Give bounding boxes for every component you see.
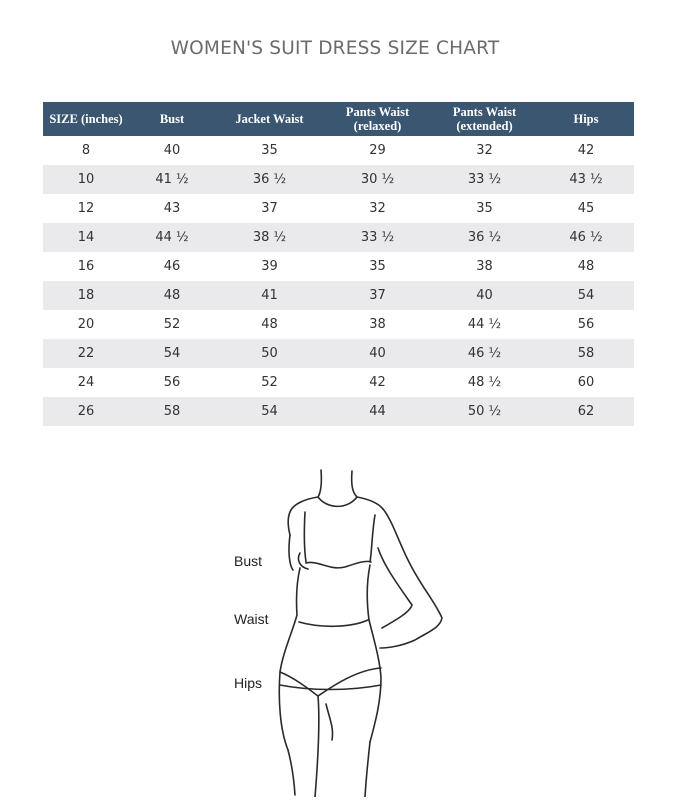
jacket-waist-cell: 52: [261, 375, 278, 390]
column-header-text: Hips: [573, 112, 599, 126]
size-cell: 8: [81, 143, 91, 158]
table-row: [43, 194, 634, 223]
pants-waist-extended-cell: 44 ½: [467, 317, 502, 332]
bust-cell: 54: [129, 339, 215, 368]
right-leg: [365, 742, 370, 797]
jacket-waist-cell: 38 ½: [215, 223, 324, 252]
hips-header: [538, 102, 634, 136]
jacket-waist-cell: 50: [215, 339, 324, 368]
pants-waist-extended-cell: 48 ½: [467, 375, 502, 390]
bust-cell: 46: [163, 259, 181, 274]
inner-leg-left: [315, 696, 319, 797]
size-cell: 16: [77, 259, 95, 274]
column-header-text: Pants Waist: [345, 105, 410, 119]
table-body: [43, 136, 634, 426]
pants-waist-relaxed-cell: 35: [369, 259, 386, 274]
right-armhole: [370, 515, 375, 562]
right-arm-inner: [378, 548, 412, 628]
table-row: [43, 310, 634, 339]
bust-header: [129, 102, 215, 136]
table-header-row: [43, 102, 634, 136]
column-header-text: (relaxed): [353, 119, 402, 133]
bust-cell: 43: [163, 201, 181, 216]
bust-cell: 48: [129, 281, 215, 310]
bust-cell: 40: [163, 143, 181, 158]
column-header-text: SIZE (inches): [49, 112, 123, 126]
hips-cell: 43 ½: [538, 165, 634, 194]
body-measurement-figure: [232, 462, 462, 797]
hips-cell: 48: [577, 259, 595, 274]
bust-label: Bust: [234, 553, 263, 569]
pants-waist-relaxed-cell: 29: [369, 143, 386, 158]
hips-cell: 54: [538, 281, 634, 310]
hips-label: Hips: [234, 675, 263, 691]
pants-waist-relaxed-cell: 37: [324, 281, 431, 310]
bust-cell: 41 ½: [129, 165, 215, 194]
table-row: [43, 339, 634, 368]
jacket-waist-cell: 41: [215, 281, 324, 310]
neck-outline: [318, 470, 321, 497]
jacket-waist-header: [215, 102, 324, 136]
hips-cell: 60: [577, 375, 595, 390]
jacket-waist-cell: 39: [261, 259, 278, 274]
left-shoulder: [288, 497, 318, 535]
left-armhole: [304, 512, 306, 562]
size-cell: 18: [43, 281, 129, 310]
left-torso-side: [279, 568, 300, 750]
bust-cell: 58: [129, 397, 215, 426]
size-cell: 20: [77, 317, 95, 332]
size-cell: 14: [43, 223, 129, 252]
table-row: [43, 281, 634, 310]
hips-cell: 62: [538, 397, 634, 426]
pants-waist-extended-cell: 50 ½: [431, 397, 538, 426]
hips-cell: 45: [577, 201, 595, 216]
pants-waist-extended-header: [431, 102, 538, 136]
table-row: [43, 368, 634, 397]
pants-waist-extended-cell: 33 ½: [431, 165, 538, 194]
table-row: [43, 165, 634, 194]
pants-waist-relaxed-cell: 30 ½: [324, 165, 431, 194]
right-arm-outer: [380, 509, 442, 648]
pants-waist-relaxed-cell: 42: [369, 375, 386, 390]
left-arm-outline: [289, 535, 293, 570]
pants-waist-relaxed-header: [324, 102, 431, 136]
bust-cell: 52: [163, 317, 181, 332]
hips-cell: 46 ½: [538, 223, 634, 252]
pants-waist-extended-cell: 40: [431, 281, 538, 310]
column-header-text: Jacket Waist: [235, 112, 304, 126]
inner-leg-right: [326, 704, 333, 740]
pants-waist-extended-cell: 36 ½: [431, 223, 538, 252]
neckline: [318, 497, 357, 506]
right-torso-side: [367, 565, 381, 742]
briefs-outline: [280, 668, 381, 696]
jacket-waist-cell: 35: [261, 143, 278, 158]
bust-cell: 56: [163, 375, 181, 390]
right-shoulder: [357, 497, 383, 509]
table-row: [43, 252, 634, 281]
pants-waist-relaxed-cell: 44: [324, 397, 431, 426]
size-cell: 24: [77, 375, 95, 390]
column-header-text: Bust: [159, 112, 185, 126]
size-cell: 26: [43, 397, 129, 426]
size-cell: 12: [77, 201, 95, 216]
jacket-waist-cell: 36 ½: [215, 165, 324, 194]
hips-cell: 42: [577, 143, 595, 158]
pants-waist-relaxed-cell: 33 ½: [324, 223, 431, 252]
hips-cell: 58: [538, 339, 634, 368]
jacket-waist-cell: 37: [261, 201, 278, 216]
waist-label: Waist: [234, 611, 269, 627]
jacket-waist-cell: 54: [215, 397, 324, 426]
size-cell: 22: [43, 339, 129, 368]
size-cell: 10: [43, 165, 129, 194]
pants-waist-relaxed-cell: 32: [369, 201, 386, 216]
page-title: WOMEN'S SUIT DRESS SIZE CHART: [170, 38, 500, 59]
neck-outline-right: [352, 471, 357, 497]
size-chart-table: [43, 102, 634, 426]
left-leg: [288, 750, 295, 795]
pants-waist-extended-cell: 32: [476, 143, 493, 158]
size-header: [43, 102, 129, 136]
jacket-waist-cell: 48: [261, 317, 278, 332]
hips-cell: 56: [577, 317, 595, 332]
pants-waist-relaxed-cell: 38: [369, 317, 386, 332]
bust-cell: 44 ½: [129, 223, 215, 252]
waist-line: [299, 620, 368, 626]
table-row: [43, 397, 634, 426]
table-row: [43, 223, 634, 252]
table-row: [43, 136, 634, 165]
column-header-text: Pants Waist: [452, 105, 517, 119]
pants-waist-relaxed-cell: 40: [324, 339, 431, 368]
pants-waist-extended-cell: 38: [476, 259, 493, 274]
pants-waist-extended-cell: 35: [476, 201, 493, 216]
column-header-text: (extended): [456, 119, 513, 133]
pants-waist-extended-cell: 46 ½: [431, 339, 538, 368]
bust-line: [306, 561, 371, 568]
